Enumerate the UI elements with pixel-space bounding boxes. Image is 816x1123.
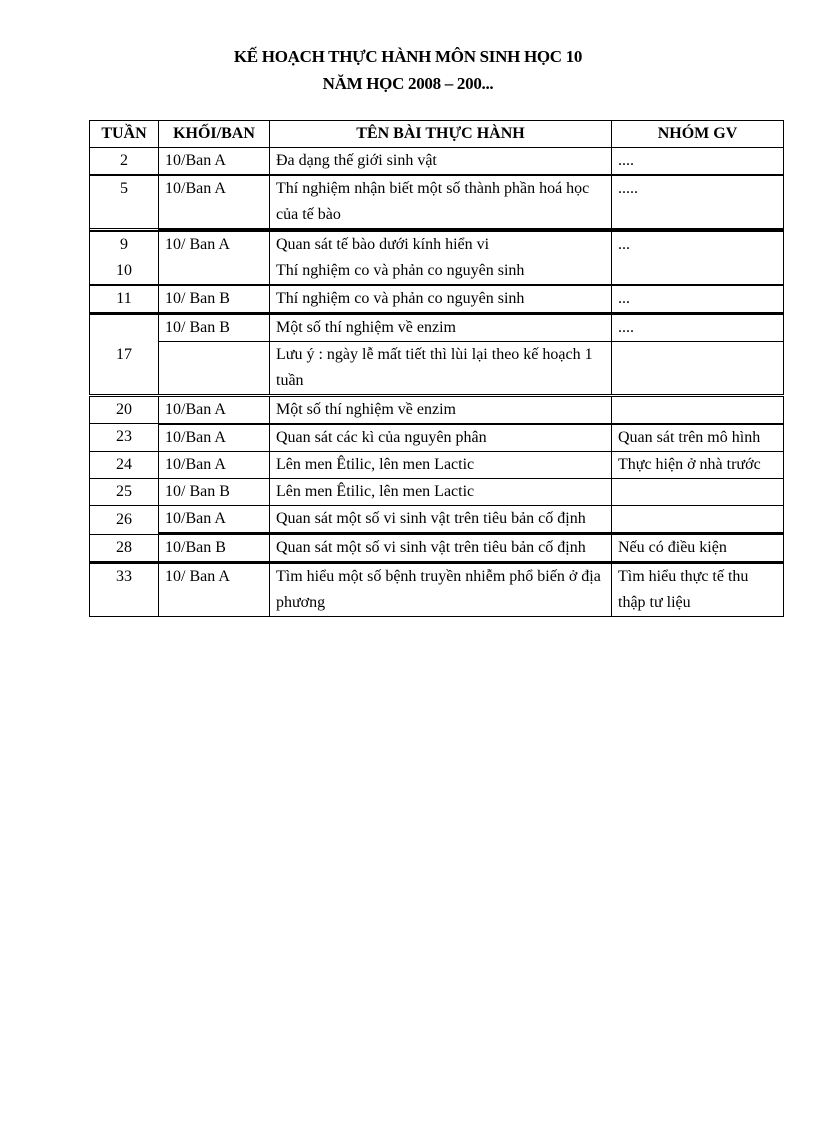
week-9: 9 [120,236,128,253]
lesson-line: Quan sát tế bào dưới kính hiển vi [276,236,490,253]
lesson-cell: Lên men Êtilic, lên men Lactic [270,479,612,506]
table-row [90,564,784,617]
week-cell: 17 [90,315,159,396]
group-cell: 10/ Ban A [159,564,270,617]
note-cell: ... [612,232,784,285]
lesson-cell: Một số thí nghiệm về enzim [270,315,612,342]
remark-cell: Lưu ý : ngày lễ mất tiết thì lùi lại theo kế hoạch 1 tuần [270,342,612,396]
col-header-teacher: NHÓM GV [612,121,784,148]
week-cell: 26 [90,506,159,535]
group-cell: 10/ Ban A [159,232,270,285]
week-cell: 24 [90,452,159,479]
week-cell: 28 [90,535,159,562]
week-cell: 20 [90,396,159,424]
table-row [90,315,784,342]
table-row [90,535,784,562]
lesson-cell: Quan sát các kì của nguyên phân [270,425,612,452]
week-cell: 11 [90,286,159,313]
group-cell: 10/Ban A [159,425,270,452]
lesson-cell: Thí nghiệm nhận biết một số thành phần hoá học của tế bào [270,176,612,229]
school-year: NĂM HỌC 2008 – 200... [322,74,494,93]
week-cell: 25 [90,479,159,506]
note-cell: ... [612,286,784,313]
table-row [90,148,784,175]
lesson-cell: Thí nghiệm co và phản co nguyên sinh [270,286,612,313]
week-cell: 23 [90,424,159,452]
note-cell: .... [612,148,784,175]
note-cell: .... [612,315,784,342]
week-cell: 5 [90,176,159,229]
lesson-cell: Một số thí nghiệm về enzim [270,396,612,424]
week-10: 10 [116,262,132,279]
table-row [90,286,784,313]
table-row [90,232,784,285]
lesson-cell: Lên men Êtilic, lên men Lactic [270,452,612,479]
group-cell: 10/Ban B [159,535,270,562]
table-row [90,176,784,229]
group-cell: 10/Ban A [159,396,270,424]
group-cell: 10/ Ban B [159,286,270,313]
week-cell: 33 [90,564,159,617]
header-row [90,121,784,148]
lesson-cell: Quan sát một số vi sinh vật trên tiêu bản cố định [270,506,612,533]
table-row [90,425,784,452]
group-cell: 10/Ban A [159,506,270,533]
lesson-cell: Đa dạng thế giới sinh vật [270,148,612,175]
week-cell [90,232,159,285]
col-header-group: KHỐI/BAN [159,121,270,148]
group-cell: 10/ Ban B [159,479,270,506]
week-cell: 2 [90,148,159,175]
note-cell: ..... [612,176,784,229]
document-title: KẾ HOẠCH THỰC HÀNH MÔN SINH HỌC 10 [233,47,583,66]
group-cell: 10/Ban A [159,148,270,175]
table-row [90,479,784,506]
group-cell: 10/ Ban B [159,315,270,342]
col-header-week: TUẦN [90,121,159,148]
note-cell: Thực hiện ở nhà trước [612,452,784,479]
table-row [90,342,784,396]
lesson-cell [270,232,612,285]
col-header-lesson: TÊN BÀI THỰC HÀNH [270,121,612,148]
lesson-cell: Quan sát một số vi sinh vật trên tiêu bản cố định [270,535,612,562]
table-row [90,506,784,533]
lesson-line: Thí nghiệm co và phản co nguyên sinh [276,262,525,279]
group-cell: 10/Ban A [159,176,270,229]
note-cell: Quan sát trên mô hình [612,425,784,452]
table-row [90,452,784,479]
table-row [90,396,784,424]
lesson-cell: Tìm hiểu một số bệnh truyền nhiễm phổ biến ở địa phương [270,564,612,617]
group-cell: 10/Ban A [159,452,270,479]
note-cell: Nếu có điều kiện [612,535,784,562]
practice-plan-table [89,120,784,617]
note-cell: Tìm hiểu thực tế thu thập tư liệu [612,564,784,617]
